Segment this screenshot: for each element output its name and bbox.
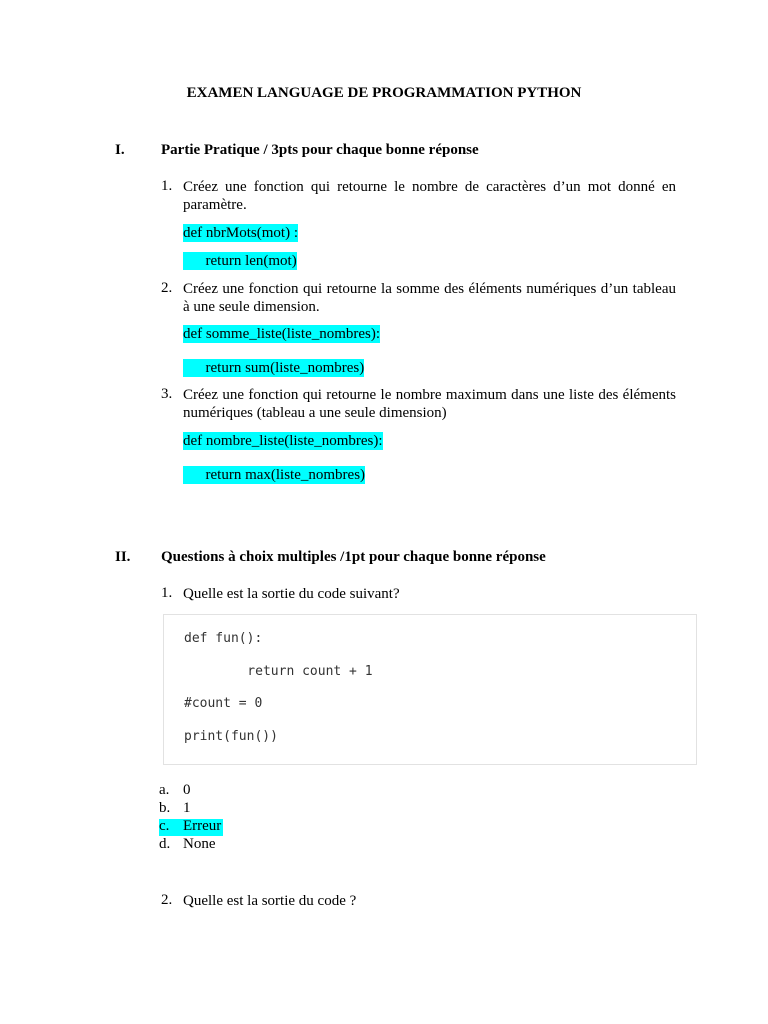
code-line-2: return count + 1 [216, 664, 373, 679]
code-line-1: def fun(): [184, 631, 263, 646]
option-c-letter: c. [159, 818, 170, 834]
question-3-text: Créez une fonction qui retourne le nombre maximum dans une liste des éléments numériques (tableau a une seule dimension) [183, 387, 676, 421]
code-block [163, 614, 697, 765]
code-line-4: print(fun()) [184, 729, 278, 744]
option-a-text: 0 [183, 782, 191, 798]
section-1-title: Partie Pratique / 3pts pour chaque bonne réponse [161, 142, 479, 158]
question-1-text: Créez une fonction qui retourne le nombre de caractères d’un mot donné en paramètre. [183, 179, 676, 213]
answer-2-line-1: def somme_liste(liste_nombres): [183, 326, 381, 342]
answer-3-line-1: def nombre_liste(liste_nombres): [183, 433, 383, 449]
section-1-number: I. [115, 142, 125, 158]
answer-2-line-2: return sum(liste_nombres) [183, 360, 365, 376]
answer-3-line-2: return max(liste_nombres) [183, 467, 366, 483]
section-2-number: II. [115, 549, 131, 565]
question-2-number: 2. [161, 280, 173, 296]
mcq-2-text: Quelle est la sortie du code ? [183, 893, 357, 909]
question-3-number: 3. [161, 386, 173, 402]
option-b-letter: b. [159, 800, 171, 816]
answer-1-line-2: return len(mot) [183, 253, 297, 269]
answer-1-line-1: def nbrMots(mot) : [183, 225, 298, 241]
mcq-1-text: Quelle est la sortie du code suivant? [183, 586, 400, 602]
code-line-3: #count = 0 [184, 696, 263, 711]
option-a-letter: a. [159, 782, 170, 798]
question-1-number: 1. [161, 178, 173, 194]
mcq-1-number: 1. [161, 585, 173, 601]
option-d-text: None [183, 836, 216, 852]
option-d-letter: d. [159, 836, 171, 852]
section-2-title: Questions à choix multiples /1pt pour chaque bonne réponse [161, 549, 546, 565]
question-2-text: Créez une fonction qui retourne la somme des éléments numériques d’un tableau à une seule dimension. [183, 281, 676, 315]
option-b-text: 1 [183, 800, 191, 816]
mcq-2-number: 2. [161, 892, 173, 908]
exam-title: EXAMEN LANGUAGE DE PROGRAMMATION PYTHON [186, 85, 582, 101]
option-c-text: Erreur [183, 818, 222, 834]
